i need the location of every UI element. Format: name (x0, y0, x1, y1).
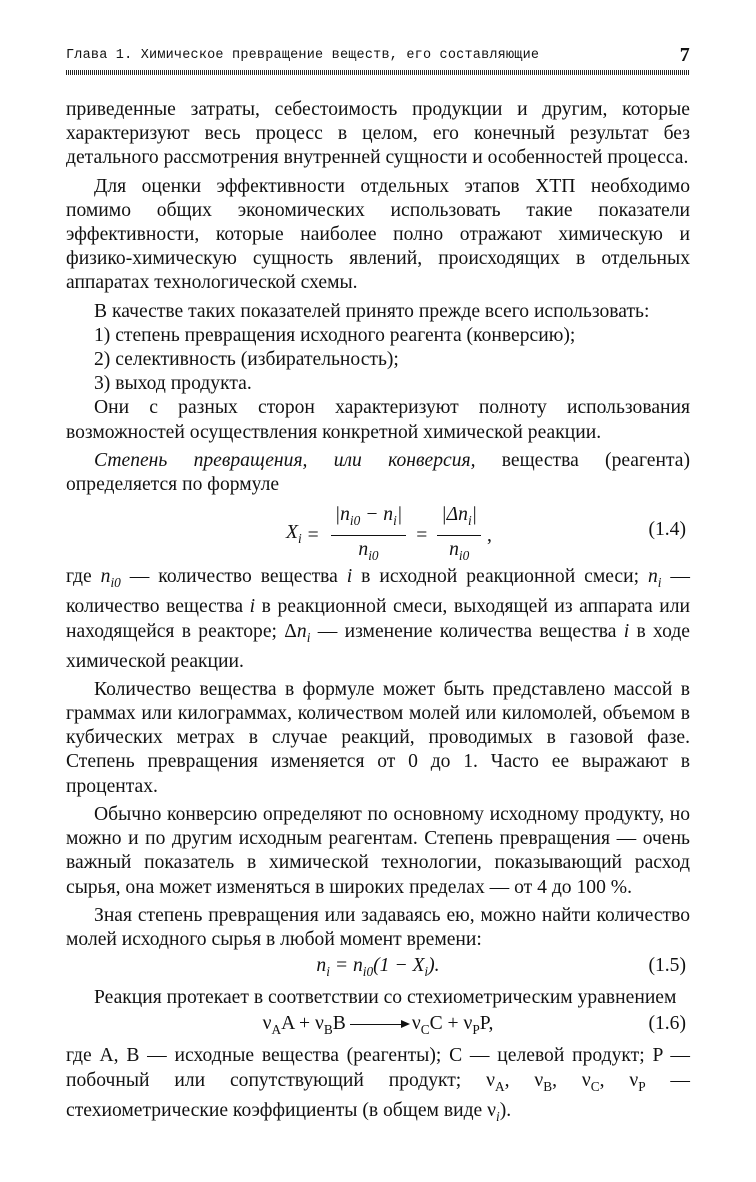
paragraph-9: Реакция протекает в соответствии со стехиометрическим уравнением (94, 987, 677, 1009)
eq14-fraction-1: $\frac{|n_{i0} - n_i|}{n_{i0}}$ (331, 503, 406, 568)
list-item-2: 2) селективность (избирательность); (94, 349, 399, 371)
paragraph-4: Они с разных сторон характеризуют полноту использования возможностей осуществления конкретной химической реакции. (66, 397, 690, 443)
running-header (66, 44, 690, 68)
page-number: 7 (679, 44, 690, 66)
paragraph-where-1-6: где A, B — исходные вещества (реагенты); C — целевой продукт; P — побочный или сопутствующий продукт; $\nu_A$, $\nu_B$, $\nu_C$, $\nu_P$ — стехиометрические коэффициенты (в общем виде $\nu_i$). (66, 1045, 691, 1124)
paragraph-8: Зная степень превращения или задаваясь ею, можно найти количество молей исходного сырья в любой момент времени: (66, 904, 690, 950)
equation-1-5 (66, 954, 690, 984)
reaction-arrow-icon (350, 1024, 408, 1025)
header-rule (66, 70, 690, 75)
equation-number-1-5: (1.5) (648, 955, 686, 977)
list-item-1: 1) степень превращения исходного реагента (конверсию); (94, 324, 576, 346)
paragraph-5 (66, 449, 690, 497)
equation-1-6-expression: $\nu_AA + \nu_BB$ $\nu_CC + \nu_PP$, (262, 1013, 494, 1038)
equation-1-5-expression: $n_i = n_{i0}(1 - X_i)$. (316, 955, 440, 980)
equation-number-1-6: (1.6) (648, 1013, 686, 1035)
term-conversion: Степень превращения, или конверсия, (94, 449, 476, 471)
eq14-lhs: $X_i$ (286, 521, 302, 546)
equation-number-1-4: (1.4) (648, 519, 686, 541)
page-body (66, 98, 690, 1129)
list-item-3: 3) выход продукта. (94, 373, 252, 395)
eq14-fraction-2: $\frac{|\Delta n_i|}{n_{i0}}$ (437, 503, 481, 568)
equation-1-4 (66, 503, 690, 564)
chapter-title: Глава 1. Химическое превращение веществ, его составляющие (66, 48, 540, 63)
paragraph-where-1-4: где $n_{i0}$ — количество вещества i в исходной реакционной смеси; $n_i$ — количество вещества i в реакционной смеси, выходящей из аппарата или находящейся в реакторе; $\Delta n_i$ — изменение количества вещества i в ходе химической реакции. (66, 566, 691, 672)
paragraph-5-rest: вещества (реагента) определяется по формуле (66, 449, 690, 496)
paragraph-6: Количество вещества в формуле может быть представлено массой в граммах или килограммах, количеством молей или киломолей, объемом в кубических метрах в случае реакций, проводимых в газовой фазе. Степень превращения изменяется от 0 до 1. Часто ее выражают в процентах. (66, 678, 690, 797)
paragraph-7: Обычно конверсию определяют по основному исходному продукту, но можно и по другим исходным реагентам. Степень превращения — очень важный показатель в химической технологии, показывающий расход сырья, она может изменяться в широких пределах — от 4 до 100 %. (66, 803, 690, 898)
equation-1-4-expression: $X_i$ = $\frac{|n_{i0} - n_i|}{n_{i0}}$ = $\frac{|\Delta n_i|}{n_{i0}}$ , (286, 503, 492, 568)
paragraph-2: Для оценки эффективности отдельных этапов ХТП необходимо помимо общих экономических использовать такие показатели эффективности, которые наиболее полно отражают химическую и физико-химическую сущность явлений, происходящих в отдельных аппаратах технологической схемы. (66, 175, 690, 294)
equation-1-6 (66, 1012, 690, 1042)
paragraph-1: приведенные затраты, себестоимость продукции и другим, которые характеризуют весь процесс в целом, его конечный результат без детального рассмотрения внутренней сущности и особенностей процесса. (66, 99, 690, 169)
paragraph-3: В качестве таких показателей принято прежде всего использовать: (94, 300, 650, 322)
